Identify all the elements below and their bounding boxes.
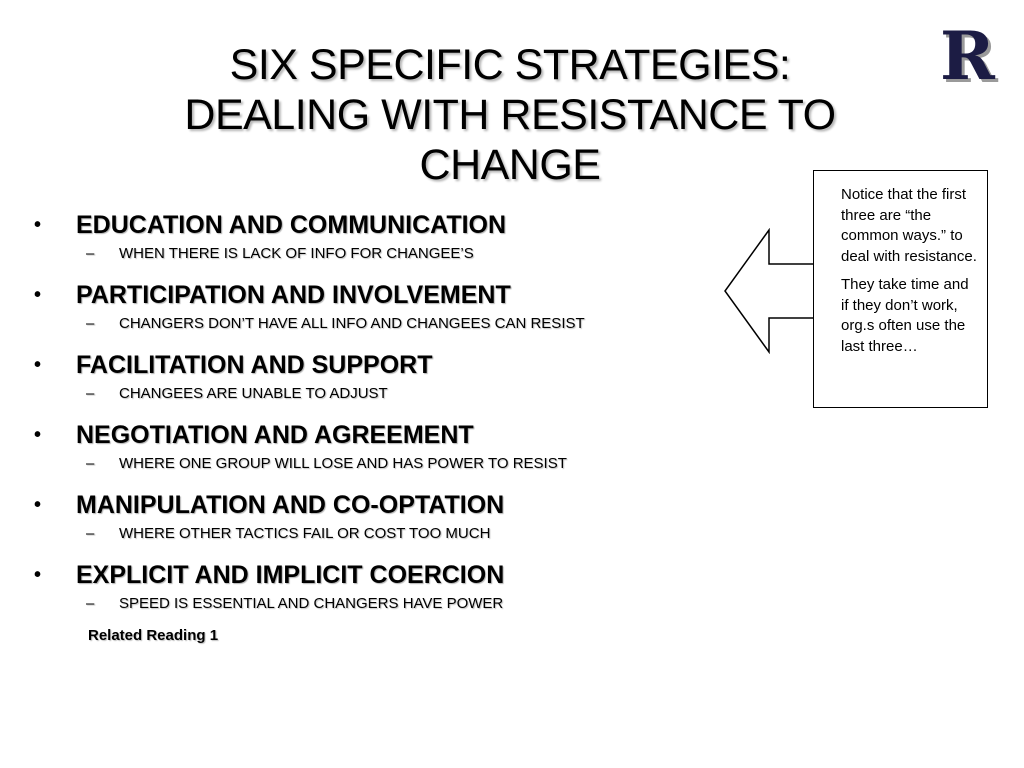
bullet-main <box>34 418 714 452</box>
dash-icon: – <box>86 245 95 262</box>
dash-icon: – <box>86 455 95 472</box>
list-item <box>34 488 714 546</box>
bullet-main <box>34 278 714 312</box>
bullet-main <box>34 208 714 242</box>
logo: R <box>940 17 995 95</box>
bullet-sub <box>86 382 714 406</box>
slide-title-line-1: SIX SPECIFIC STRATEGIES: <box>229 41 791 89</box>
bullet-text: MANIPULATION AND CO-OPTATION <box>76 491 505 519</box>
bullet-main <box>34 488 714 522</box>
slide-title <box>90 40 930 190</box>
bullet-sub-text: CHANGEES ARE UNABLE TO ADJUST <box>119 385 388 402</box>
bullet-sub-text: CHANGERS DON’T HAVE ALL INFO AND CHANGEES CAN RESIST <box>119 315 585 332</box>
bullet-sub-text: WHERE ONE GROUP WILL LOSE AND HAS POWER TO RESIST <box>119 455 567 472</box>
dash-icon: – <box>86 315 95 332</box>
callout-paragraph-1: Notice that the first three are “the common ways.” to deal with resistance. <box>841 186 977 265</box>
bullet-dot-icon: • <box>34 494 42 516</box>
bullet-sub <box>86 522 714 546</box>
list-item <box>34 208 714 266</box>
bullet-dot-icon: • <box>34 214 42 236</box>
dash-icon: – <box>86 385 95 402</box>
list-item <box>34 418 714 476</box>
bullet-text: EDUCATION AND COMMUNICATION <box>76 211 507 239</box>
bullet-sub-text: WHERE OTHER TACTICS FAIL OR COST TOO MUCH <box>119 525 491 542</box>
left-arrow-icon <box>723 228 817 354</box>
bullet-sub <box>86 452 714 476</box>
dash-icon: – <box>86 595 95 612</box>
bullet-sub <box>86 312 714 336</box>
bullet-main <box>34 348 714 382</box>
bullet-text: FACILITATION AND SUPPORT <box>76 351 433 379</box>
bullet-dot-icon: • <box>34 354 42 376</box>
bullet-sub-text: SPEED IS ESSENTIAL AND CHANGERS HAVE POWER <box>119 595 504 612</box>
bullet-sub-text: WHEN THERE IS LACK OF INFO FOR CHANGEE’S <box>119 245 474 262</box>
list-item <box>34 278 714 336</box>
list-item <box>34 558 714 616</box>
bullet-text: PARTICIPATION AND INVOLVEMENT <box>76 281 511 309</box>
bullet-dot-icon: • <box>34 424 42 446</box>
slide-title-line-3: CHANGE <box>419 141 601 189</box>
strategy-list <box>34 208 714 628</box>
dash-icon: – <box>86 525 95 542</box>
related-reading-link[interactable]: Related Reading 1 <box>88 627 219 644</box>
bullet-text: EXPLICIT AND IMPLICIT COERCION <box>76 561 505 589</box>
bullet-text: NEGOTIATION AND AGREEMENT <box>76 421 474 449</box>
list-item <box>34 348 714 406</box>
bullet-dot-icon: • <box>34 564 42 586</box>
bullet-sub <box>86 242 714 266</box>
slide-title-line-2: DEALING WITH RESISTANCE TO <box>184 91 836 139</box>
bullet-main <box>34 558 714 592</box>
callout-paragraph-2: They take time and if they don’t work, org.s often use the last three… <box>841 276 969 355</box>
bullet-sub <box>86 592 714 616</box>
bullet-dot-icon: • <box>34 284 42 306</box>
callout-note <box>813 170 988 408</box>
